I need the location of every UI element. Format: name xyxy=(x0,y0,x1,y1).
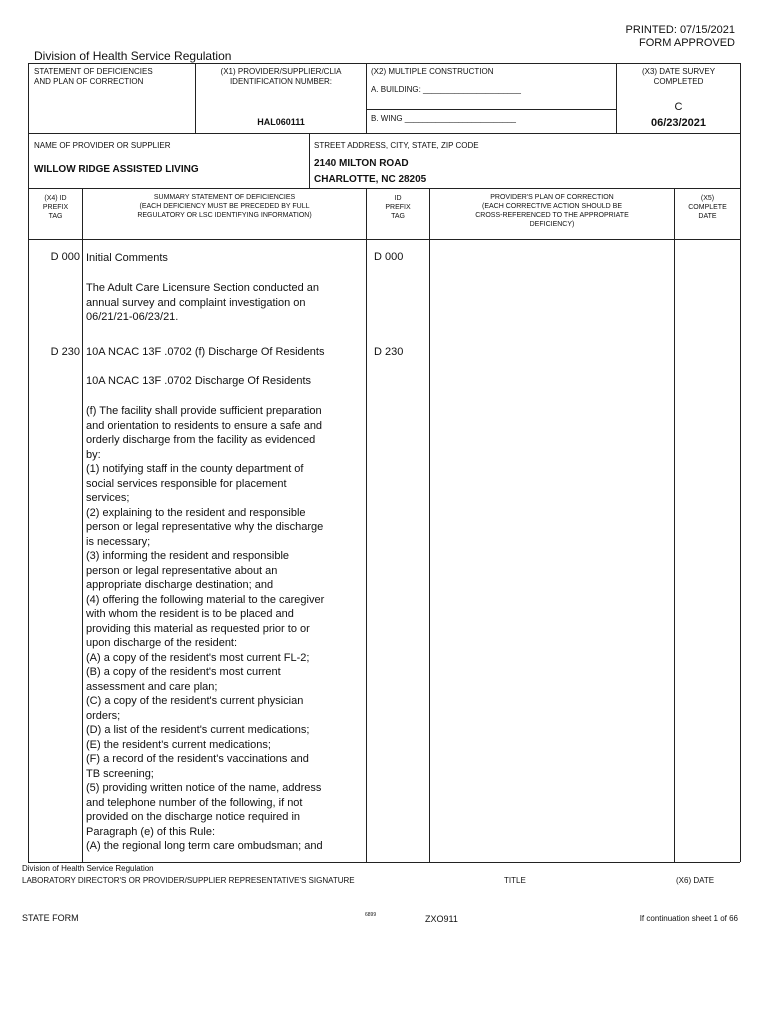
printed-header xyxy=(626,24,735,50)
provider-name: WILLOW RIDGE ASSISTED LIVING xyxy=(34,164,199,175)
entry-title: 10A NCAC 13F .0702 (f) Discharge Of Residents xyxy=(86,346,325,358)
printed-date: PRINTED: 07/15/2021 xyxy=(625,24,735,36)
plan-header: PROVIDER'S PLAN OF CORRECTION (EACH CORRECTIVE ACTION SHOULD BE CROSS-REFERENCED TO THE APPROPRIATE DEFICIENCY) xyxy=(475,194,629,228)
title-label: TITLE xyxy=(504,876,526,885)
x5-header: (X5) COMPLETE DATE xyxy=(688,195,727,220)
signature-label: LABORATORY DIRECTOR'S OR PROVIDER/SUPPLIER REPRESENTATIVE'S SIGNATURE xyxy=(22,876,355,885)
footer-division: Division of Health Service Regulation xyxy=(22,864,154,873)
id-prefix-header: ID PREFIX TAG xyxy=(385,195,411,220)
statement-label: STATEMENT OF DEFICIENCIES AND PLAN OF CORRECTION xyxy=(34,67,153,86)
provider-name-label: NAME OF PROVIDER OR SUPPLIER xyxy=(34,141,171,150)
form-code: 6899 xyxy=(365,912,377,918)
x4-prefix-header: (X4) ID PREFIX TAG xyxy=(42,195,69,220)
prefix-tag: D 230 xyxy=(50,346,80,358)
initial-comments-text: The Adult Care Licensure Section conducted an annual survey and complaint investigation on 06/21/21-06/23/21. xyxy=(86,282,319,323)
entry-title: Initial Comments xyxy=(86,252,168,264)
wing-label: B. WING _________________________ xyxy=(371,114,517,123)
form-approved: FORM APPROVED xyxy=(639,37,735,49)
provider-id-number: HAL060111 xyxy=(257,117,305,127)
address-street: 2140 MILTON ROAD xyxy=(314,158,409,169)
id-prefix-tag: D 000 xyxy=(374,251,404,263)
id-prefix-tag: D 230 xyxy=(374,346,404,358)
rule-text: (f) The facility shall provide sufficient preparation and orientation to residents to ensure a safe and orderly discharge from the facility as evidenced by: (1) notifying staff in the county department of social services responsible for placement services; (2) explaining to the resident and responsible person or legal representative why the discharge is necessary; (3) informing the resident and responsible person or legal representative about an appropriate discharge destination; and (4) offering the following material to the caregiver with whom the resident is to be placed and providing this material as requested prior to or upon discharge of the resident: (A) a copy of the resident's most current FL-2; (B) a copy of the resident's most current assessment and care plan; (C) a copy of the resident's current physician orders; (D) a list of the resident's current medications; (E) the resident's current medications; (F) a record of the resident's vaccinations and TB screening; (5) providing written notice of the name, address and telephone number of the following, if not provided on the discharge notice required in Paragraph (e) of this Rule: (A) the regional long term care ombudsman; and xyxy=(86,405,325,852)
survey-code: C xyxy=(674,101,683,113)
x2-label: (X2) MULTIPLE CONSTRUCTION xyxy=(371,67,494,76)
x3-label: (X3) DATE SURVEY COMPLETED xyxy=(641,67,716,86)
state-form-label: STATE FORM xyxy=(22,913,79,923)
address-city: CHARLOTTE, NC 28205 xyxy=(314,174,427,185)
prefix-tag: D 000 xyxy=(50,251,80,263)
building-label: A. BUILDING: ______________________ xyxy=(371,85,521,94)
survey-completed-date: 06/23/2021 xyxy=(650,117,707,129)
x1-label: (X1) PROVIDER/SUPPLIER/CLIA IDENTIFICATION NUMBER: xyxy=(220,67,342,86)
x6-date-label: (X6) DATE xyxy=(676,876,715,885)
summary-header: SUMMARY STATEMENT OF DEFICIENCIES (EACH DEFICIENCY MUST BE PRECEDED BY FULL REGULATORY OR LSC IDENTIFYING INFORMATION) xyxy=(137,194,312,219)
division-title: Division of Health Service Regulation xyxy=(34,49,232,63)
rule-subtitle: 10A NCAC 13F .0702 Discharge Of Residents xyxy=(86,375,312,387)
provider-address xyxy=(314,156,426,188)
event-id: ZXO911 xyxy=(425,914,458,924)
address-label: STREET ADDRESS, CITY, STATE, ZIP CODE xyxy=(314,141,479,150)
continuation-sheet: If continuation sheet 1 of 66 xyxy=(639,914,738,923)
